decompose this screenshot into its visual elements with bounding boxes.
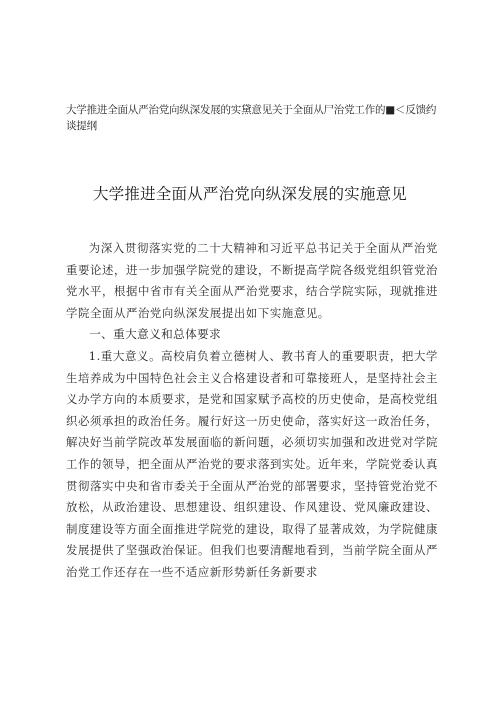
document-title: 大学推进全面从严治党向纵深发展的实施意见 — [92, 185, 407, 203]
intro-paragraph: 为深入贯彻落实党的二十大精神和习近平总书记关于全面从严治党重要论述，进一步加强学院党的建设，不断提高学院各级党组织管党治党水平，根据中省市有关全面从严治党要求，结合学院实际，现就推进学院全面从严治党向纵深发展提出如下实施意见。 — [66, 241, 438, 320]
section-paragraph: 1.重大意义。高校肩负着立德树人、教书育人的重要职责，把大学生培养成为中国特色社会主义合格建设者和可靠接班人，是坚持社会主义办学方向的本质要求，是党和国家赋予高校的历史使命，是高校党组织必须承担的政治任务。履行好这一历史使命，落实好这一政治任务，解决好当前学院改革发展面临的新问题，必须切实加强和改进党对学院工作的领导，把全面从严治党的要求落到实处。近年来，学院党委认真贯彻落实中央和省市委关于全面从严治党的部署要求，坚持管党治党不放松，从政治建设、思想建设、组织建设、作风建设、党风廉政建设、制度建设等方面全面推进学院党的建设，取得了显著成效，为学院健康发展提供了坚强政治保证。但我们也要清醒地看到，当前学院全面从严治党工作还存在一些不适应新形势新任务新要求 — [66, 348, 438, 579]
section-heading: 一、重大意义和总体要求 — [89, 327, 222, 342]
header-title: 大学推进全面从严治党向纵深发展的实黛意见关于全面从尸治党工作的■＜反馈约谈提纲 — [66, 104, 437, 132]
document-body — [66, 238, 438, 584]
